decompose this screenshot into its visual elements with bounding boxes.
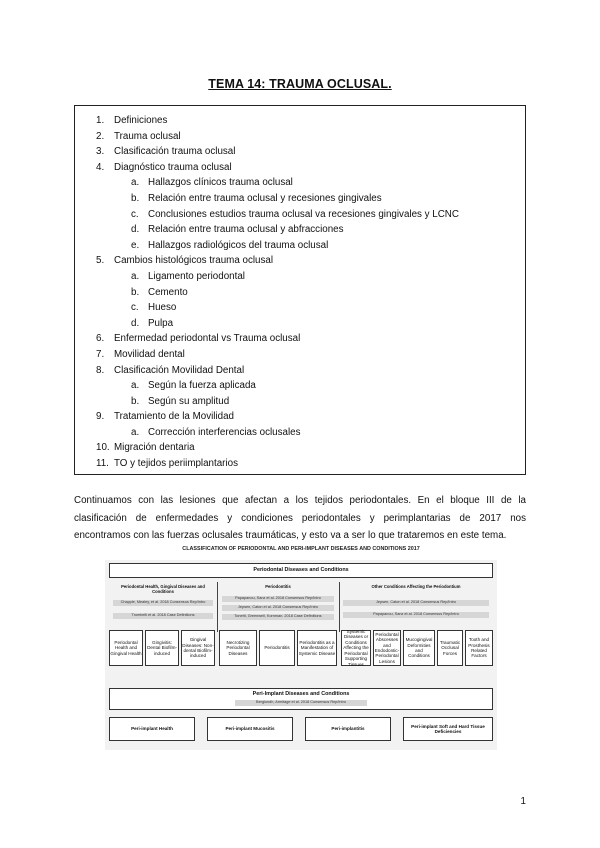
col2-ref-2: Jepsen, Caton et al. 2018 Consensus Rep/Intro	[222, 605, 334, 611]
toc-item-number: 8.	[96, 364, 105, 376]
toc-item	[96, 440, 459, 456]
toc-item-text: Diagnóstico trauma oclusal	[114, 161, 232, 173]
toc-item-number: b.	[131, 395, 140, 407]
toc-item-number: 1.	[96, 115, 105, 126]
toc-item-text: Tratamiento de la Movilidad	[114, 411, 234, 423]
toc-item-number: b.	[131, 192, 140, 204]
perio-header: Periodontal Diseases and Conditions	[109, 563, 493, 578]
toc-item	[96, 363, 459, 379]
intro-paragraph	[74, 492, 526, 545]
toc-item-number: a.	[131, 177, 140, 189]
perio-box-systemic-manifestation: Periodontitis as a Manifestation of Systemic Disease	[297, 630, 337, 666]
toc-item-number: 6.	[96, 333, 105, 345]
toc-item	[96, 347, 459, 363]
perio-box-necrotizing: Necrotizing Periodontal Diseases	[219, 630, 257, 666]
toc-item-text: Ligamento periodontal	[148, 270, 245, 282]
toc-item	[96, 144, 459, 160]
perio-box-periodontitis: Periodontitis	[259, 630, 295, 666]
perio-box-health: Periodontal Health and Gingival Health	[109, 630, 143, 666]
toc-item-number: 10.	[96, 442, 110, 454]
figure-diagram	[105, 560, 497, 750]
implant-box-periimplantitis: Peri-implantitis	[305, 717, 391, 741]
paragraph-line-3: encontramos con las fuerzas oclusales traumáticas, y esto va a ser lo que trataremos en este tema.	[74, 530, 507, 542]
col1-title: Periodontal Health, Gingival Diseases and Conditions	[121, 584, 205, 594]
toc-item-text: Relación entre trauma oclusal y abfracciones	[148, 224, 344, 236]
toc-item-number: 2.	[96, 130, 105, 142]
perio-box-mucogingival: Mucogingival Deformities and Conditions	[403, 630, 435, 666]
implant-box-mucositis: Peri-implant Mucositis	[207, 717, 293, 741]
toc-item-text: TO y tejidos periimplantarios	[114, 458, 238, 470]
toc-item	[96, 269, 459, 285]
toc-item-text: Relación entre trauma oclusal y recesiones gingivales	[148, 192, 382, 204]
toc-item	[96, 300, 459, 316]
col2-ref-1: Papapanou, Sanz et al. 2018 Consensus Rep/Intro	[222, 596, 334, 602]
toc-item	[96, 316, 459, 332]
toc-item	[96, 222, 459, 238]
col2-ref-3: Tonetti, Greenwell, Kornman. 2018 Case Definitions	[222, 614, 334, 620]
divider-1	[217, 582, 218, 632]
toc-item-number: a.	[131, 270, 140, 282]
toc-item	[96, 409, 459, 425]
col3-ref-2: Papapanou, Sanz et al. 2018 Consensus Rep/Intro	[343, 612, 489, 618]
toc-item	[96, 456, 459, 472]
toc-item-text: Hueso	[148, 302, 177, 314]
col3-title: Other Conditions Affecting the Periodontium	[371, 584, 461, 589]
toc-item-number: d.	[131, 317, 140, 329]
toc-item	[96, 191, 459, 207]
toc-item	[96, 129, 459, 145]
classification-figure	[105, 546, 497, 750]
perio-box-systemic-conditions: Systemic Diseases or Conditions Affecting the Periodontal Supporting Tissues	[341, 630, 371, 666]
col1-ref-1: Chapple, Mealey, et al. 2018 Consensus Rep/Intro	[113, 600, 213, 606]
toc-item-text: Según su amplitud	[148, 395, 230, 407]
implant-box-deficiencies: Peri-implant Soft and Hard Tissue Deficiencies	[403, 717, 493, 741]
toc-item-number: 4.	[96, 161, 105, 173]
toc-item-number: 9.	[96, 411, 105, 423]
page-number: 1	[520, 796, 526, 807]
toc-item-number: 5.	[96, 255, 105, 267]
paragraph-line-2: clasificación de enfermedades y condiciones periodontales y perimplantarias de 2017 nos	[74, 512, 526, 524]
toc-item-number: c.	[131, 208, 139, 220]
toc-list	[96, 113, 459, 472]
implant-ref: Berglundh, Armitage et al. 2018 Consensus Rep/Intro	[235, 700, 367, 706]
toc-item-text: Clasificación Movilidad Dental	[114, 364, 245, 376]
toc-item-text: Migración dentaria	[114, 442, 195, 454]
toc-item-number: 3.	[96, 146, 105, 158]
toc-item-number: d.	[131, 224, 140, 236]
col2-title: Periodontitis	[265, 584, 291, 589]
divider-2	[339, 582, 340, 632]
toc-item-number: a.	[131, 426, 140, 438]
perio-box-abscesses: Periodontal Abscesses and Endodontic-Periodontal Lesions	[373, 630, 401, 666]
toc-item-number: c.	[131, 302, 139, 314]
toc-item	[96, 238, 459, 254]
toc-item-text: Hallazgos radiológicos del trauma oclusal	[148, 239, 329, 251]
toc-item	[96, 175, 459, 191]
toc-item-text: Definiciones	[114, 115, 168, 126]
toc-item-number: e.	[131, 239, 140, 251]
document-title: TEMA 14: TRAUMA OCLUSAL.	[208, 77, 392, 91]
toc-item-text: Enfermedad periodontal vs Trauma oclusal	[114, 333, 301, 345]
toc-item-text: Corrección interferencias oclusales	[148, 426, 301, 438]
perio-box-tooth-prosthesis: Tooth and Prosthesis Related Factors	[465, 630, 493, 666]
toc-item-number: a.	[131, 380, 140, 392]
toc-item	[96, 285, 459, 301]
toc-item	[96, 253, 459, 269]
toc-item-number: b.	[131, 286, 140, 298]
toc-item	[96, 378, 459, 394]
toc-item-text: Cambios histológicos trauma oclusal	[114, 255, 273, 267]
toc-item	[96, 425, 459, 441]
toc-item-text: Hallazgos clínicos trauma oclusal	[148, 177, 293, 189]
toc-item-number: 11.	[96, 458, 109, 470]
toc-item-text: Pulpa	[148, 317, 174, 329]
col1-ref-2: Trombelli et al. 2018 Case Definitions	[113, 613, 213, 619]
table-of-contents	[74, 105, 526, 475]
paragraph-line-1: Continuamos con las lesiones que afectan a los tejidos periodontales. En el bloque III de la	[74, 495, 526, 506]
col3-ref-1: Jepsen, Caton et al. 2018 Consensus Rep/Intro	[343, 600, 489, 606]
toc-item-text: Conclusiones estudios trauma oclusal va recesiones gingivales y LCNC	[148, 208, 459, 220]
toc-item-text: Movilidad dental	[114, 348, 185, 360]
toc-item-text: Cemento	[148, 286, 188, 298]
toc-item-text: Trauma oclusal	[114, 130, 181, 142]
implant-box-health: Peri-implant Health	[109, 717, 195, 741]
toc-item	[96, 207, 459, 223]
figure-title: CLASSIFICATION OF PERIODONTAL AND PERI-IMPLANT DISEASES AND CONDITIONS 2017	[182, 546, 420, 552]
toc-item-text: Clasificación trauma oclusal	[114, 146, 236, 158]
toc-item	[96, 331, 459, 347]
toc-item	[96, 113, 459, 129]
toc-item	[96, 394, 459, 410]
perio-box-gingivitis: Gingivitis: Dental Biofilm-induced	[145, 630, 179, 666]
perio-box-gingival-diseases: Gingival Diseases: Non-dental Biofilm-induced	[181, 630, 215, 666]
toc-item-text: Según la fuerza aplicada	[148, 380, 256, 392]
implant-header: Peri-Implant Diseases and Conditions	[109, 688, 493, 710]
toc-item-number: 7.	[96, 348, 105, 360]
perio-box-traumatic-occlusal: Traumatic Occlusal Forces	[437, 630, 463, 666]
toc-item	[96, 160, 459, 176]
